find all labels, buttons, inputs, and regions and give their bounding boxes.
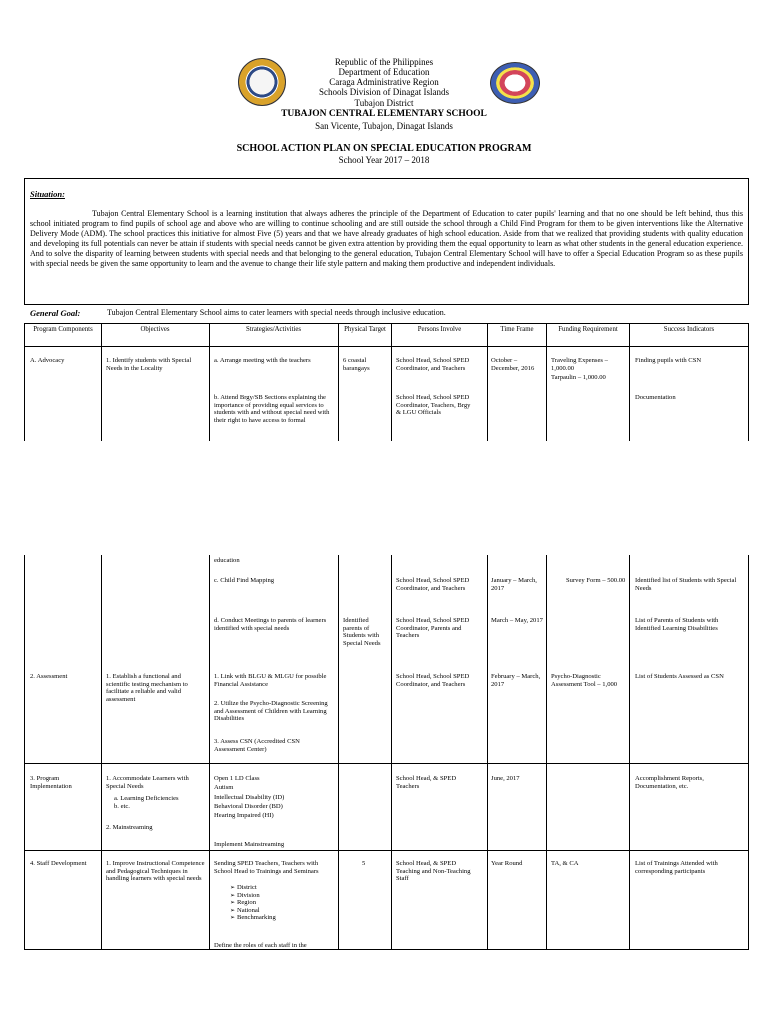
header-line: Tubajon District	[354, 98, 414, 108]
success-indicator: Identified list of Students with Special Needs	[635, 577, 737, 592]
column-divider	[487, 323, 488, 441]
situation-text: Tubajon Central Elementary School is a learning institution that always adheres the principle of the Department of Education to cater pupils' learning and that no one should be left behind, thus this school initiated program to find pupils of school age and above who are willing to continue schooling and are still outside the school through a Child Find Program for them to be given interventions like the Alternative Delivery Mode (ADM). The school practices this initiative for almost Five (5) years and that we have already graduates of high school education. Aside from that we realized that providing students with quality education and developing its full potentials can never be attain if students with special needs cannot be given extra attention by providing them the equal opportunity to learn as what other students in the general education experience. And to solve the disparity of learning between students with special needs and that belonging to the general education, Tubajon Central Elementary School will have to offer a Special Education Program so as these pupils with special needs be given the same opportunity to learn and the avenue to change their life style pattern and making them productive and independent individuals.	[30, 209, 743, 268]
persons-involved: School Head, School SPED Coordinator, and Teachers	[396, 673, 470, 688]
time-frame: January – March, 2017	[491, 577, 537, 592]
persons-involved: School Head, & SPED Teaching and Non-Teaching Staff	[396, 860, 471, 883]
strategy: b. Attend Brgy/SB Sections explaining the importance of providing equal services to students with and without special need with their right to have access to formal	[214, 394, 330, 424]
objective: 1. Improve Instructional Competence and Pedagogical Techniques in handling learners with special needs	[106, 860, 205, 883]
school-address: San Vicente, Tubajon, Dinagat Islands	[315, 121, 453, 131]
strategy: education	[214, 557, 240, 564]
column-divider	[391, 555, 392, 950]
strategy: 2. Utilize the Psycho-Diagnostic Screening and Assessment of Children with Learning Disabilities	[214, 700, 328, 723]
objective: b. etc.	[114, 803, 130, 810]
objective: 1. Establish a functional and scientific testing mechanism to facilitate a reliable and valid assessment	[106, 673, 188, 703]
physical-target: 6 coastal barangays	[343, 357, 370, 372]
list-item: ➢ Benchmarking	[214, 914, 334, 922]
program-component: 3. Program Implementation	[30, 775, 72, 790]
time-frame: February – March, 2017	[491, 673, 541, 688]
column-header: Program Components	[33, 326, 93, 333]
column-divider	[391, 323, 392, 441]
strategy: 1. Link with BLGU & MLGU for possible Financial Assistance	[214, 673, 327, 688]
column-header: Persons Involve	[417, 326, 462, 333]
column-divider	[338, 323, 339, 441]
column-divider	[338, 555, 339, 950]
header-divider	[24, 346, 749, 347]
column-divider	[546, 323, 547, 441]
column-header: Time Frame	[500, 326, 534, 333]
list-item: ➢ Division	[214, 892, 334, 900]
funding: Traveling Expenses – 1,000.00	[551, 357, 608, 372]
table-frame	[24, 555, 749, 950]
column-divider	[209, 555, 210, 950]
column-divider	[629, 555, 630, 950]
goal-text: Tubajon Central Elementary School aims to cater learners with special needs through inclusive education.	[107, 308, 446, 317]
list-item: ➢ National	[214, 907, 334, 915]
objective: 1. Accommodate Learners with Special Needs	[106, 775, 189, 790]
column-divider	[546, 555, 547, 950]
school-name: TUBAJON CENTRAL ELEMENTARY SCHOOL	[281, 109, 487, 119]
strategy: Define the roles of each staff in the	[214, 942, 307, 949]
strategy: a. Arrange meeting with the teachers	[214, 357, 311, 364]
column-divider	[629, 323, 630, 441]
physical-target: Identified parents of Students with Special Needs	[343, 617, 381, 647]
funding: TA, & CA	[551, 860, 579, 867]
strategy: d. Conduct Meetings to parents of learners identified with special needs	[214, 617, 327, 632]
column-divider	[487, 555, 488, 950]
header-line: Republic of the Philippines	[334, 57, 434, 67]
success-indicator: List of Students Assessed as CSN	[635, 673, 724, 680]
time-frame: June, 2017	[491, 775, 520, 782]
persons-involved: School Head, & SPED Teachers	[396, 775, 457, 790]
success-indicator: Documentation	[635, 394, 676, 401]
persons-involved: School Head, School SPED Coordinator, and Teachers	[396, 357, 470, 372]
program-component: A. Advocacy	[30, 357, 65, 364]
row-divider	[24, 850, 749, 851]
column-header: Objectives	[140, 326, 170, 333]
column-divider	[101, 555, 102, 950]
strategy: Hearing Impaired (HI)	[214, 812, 274, 819]
persons-involved: School Head, School SPED Coordinator, Parents and Teachers	[396, 617, 470, 640]
funding: Survey Form – 500.00	[566, 577, 626, 584]
objective: 1. Identify students with Special Needs in the Locality	[106, 357, 192, 372]
success-indicator: Accomplishment Reports, Documentation, etc.	[635, 775, 704, 790]
funding: Psycho-Diagnostic Assessment Tool – 1,000	[551, 673, 618, 688]
situation-label: Situation:	[30, 189, 65, 199]
strategy: Behavioral Disorder (BD)	[214, 803, 283, 810]
success-indicator: List of Parents of Students with Identified Learning Disabilities	[635, 617, 719, 632]
time-frame: October – December, 2016	[491, 357, 535, 372]
column-header: Strategies/Activities	[245, 326, 302, 333]
persons-involved: School Head, School SPED Coordinator, Teachers, Brgy & LGU Officials	[396, 394, 471, 417]
strategy: Open 1 LD Class	[214, 775, 260, 782]
school-year: School Year 2017 – 2018	[338, 155, 430, 165]
row-divider	[24, 763, 749, 764]
strategy: 3. Assess CSN (Accredited CSN Assessment Center)	[214, 738, 300, 753]
persons-involved: School Head, School SPED Coordinator, and Teachers	[396, 577, 470, 592]
strategy: Sending SPED Teachers, Teachers with School Head to Trainings and Seminars	[214, 860, 319, 875]
header-line: Schools Division of Dinagat Islands	[319, 87, 449, 97]
goal-label: General Goal:	[30, 308, 81, 318]
strategy: Autism	[214, 784, 234, 791]
list-item: ➢ District	[214, 884, 334, 892]
funding: Tarpaulin – 1,000.00	[551, 374, 606, 381]
table-frame	[24, 323, 749, 441]
column-divider	[101, 323, 102, 441]
training-levels-list	[214, 884, 334, 922]
objective: 2. Mainstreaming	[106, 824, 153, 831]
strategy: Intellectual Disability (ID)	[214, 794, 285, 801]
header-line: Department of Education	[338, 67, 430, 77]
list-item: ➢ Region	[214, 899, 334, 907]
physical-target: 5	[362, 860, 366, 867]
success-indicator: Finding pupils with CSN	[635, 357, 702, 364]
column-header: Success Indicators	[663, 326, 715, 333]
strategy: Implement Mainstreaming	[214, 841, 285, 848]
program-component: 4. Staff Development	[30, 860, 87, 867]
column-header: Physical Target	[344, 326, 386, 333]
strategy: c. Child Find Mapping	[214, 577, 275, 584]
column-header: Funding Requirement	[558, 326, 618, 333]
success-indicator: List of Trainings Attended with corresponding participants	[635, 860, 718, 875]
program-component: 2. Assessment	[30, 673, 68, 680]
column-divider	[209, 323, 210, 441]
objective: a. Learning Deficiencies	[114, 795, 179, 802]
time-frame: Year Round	[491, 860, 523, 867]
header-line: Caraga Administrative Region	[329, 77, 439, 87]
time-frame: March – May, 2017	[491, 617, 543, 624]
document-title: SCHOOL ACTION PLAN ON SPECIAL EDUCATION PROGRAM	[236, 143, 532, 154]
